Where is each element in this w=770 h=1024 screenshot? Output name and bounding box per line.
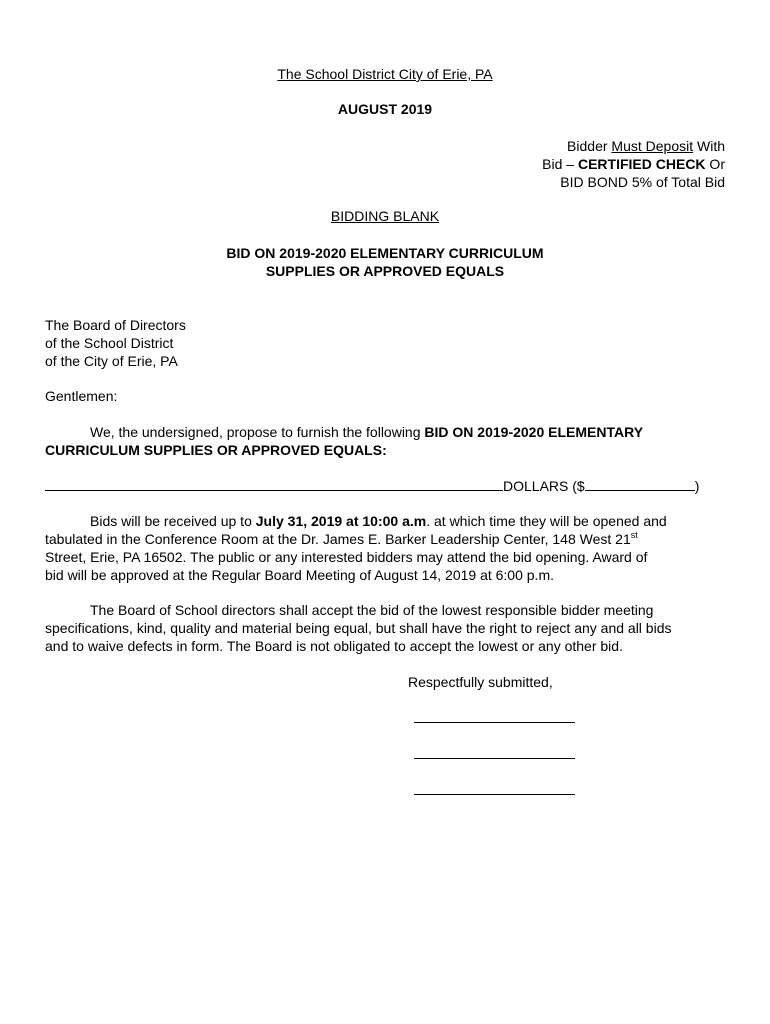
- addressee-line-3: of the City of Erie, PA: [45, 353, 178, 369]
- form-title: BIDDING BLANK: [330, 208, 440, 224]
- deposit-line-1: Bidder Must Deposit With: [567, 138, 725, 154]
- deposit-line-2: Bid – CERTIFIED CHECK Or: [542, 156, 725, 172]
- bid-title: [0, 244, 770, 280]
- deposit-line-3: BID BOND 5% of Total Bid: [560, 174, 725, 190]
- document-date: AUGUST 2019: [337, 101, 433, 117]
- district-header: [0, 66, 770, 82]
- amount-figure-blank[interactable]: [585, 490, 695, 491]
- acceptance-paragraph: The Board of School directors shall accept the bid of the lowest responsible bidder meeting specifications, kind, quality and material being equal, but shall have the right to reject any and all bids and to waive defects in form. The Board is not obligated to accept the lowest or any other bid.: [45, 602, 672, 654]
- amount-words-blank[interactable]: [45, 490, 503, 491]
- signature-line-1[interactable]: [414, 722, 575, 723]
- bid-title-line-1: BID ON 2019-2020 ELEMENTARY CURRICULUM: [226, 245, 544, 261]
- amount-line: DOLLARS ($ ): [45, 477, 699, 495]
- addressee-line-1: The Board of Directors: [45, 317, 186, 333]
- signature-line-3[interactable]: [414, 794, 575, 795]
- proposal-paragraph: We, the undersigned, propose to furnish the following BID ON 2019-2020 ELEMENTARY CURRICULUM SUPPLIES OR APPROVED EQUALS:: [45, 424, 644, 458]
- closing: Respectfully submitted,: [408, 674, 553, 690]
- schedule-paragraph: Bids will be received up to July 31, 2019 at 10:00 a.m. at which time they will be opened and tabulated in the Conference Room at the Dr. James E. Barker Leadership Center, 148 West 21st Street, Erie, PA 16502. The public or any interested bidders may attend the bid opening. Award of bid will be approved at the Regular Board Meeting of August 14, 2019 at 6:00 p.m.: [45, 513, 667, 583]
- signature-line-2[interactable]: [414, 758, 575, 759]
- bid-title-line-2: SUPPLIES OR APPROVED EQUALS: [265, 263, 505, 279]
- district-name: The School District City of Erie, PA: [277, 66, 493, 82]
- salutation: Gentlemen:: [45, 388, 118, 404]
- addressee-line-2: of the School District: [45, 335, 174, 351]
- deposit-notice: [542, 137, 725, 191]
- addressee: [45, 316, 186, 370]
